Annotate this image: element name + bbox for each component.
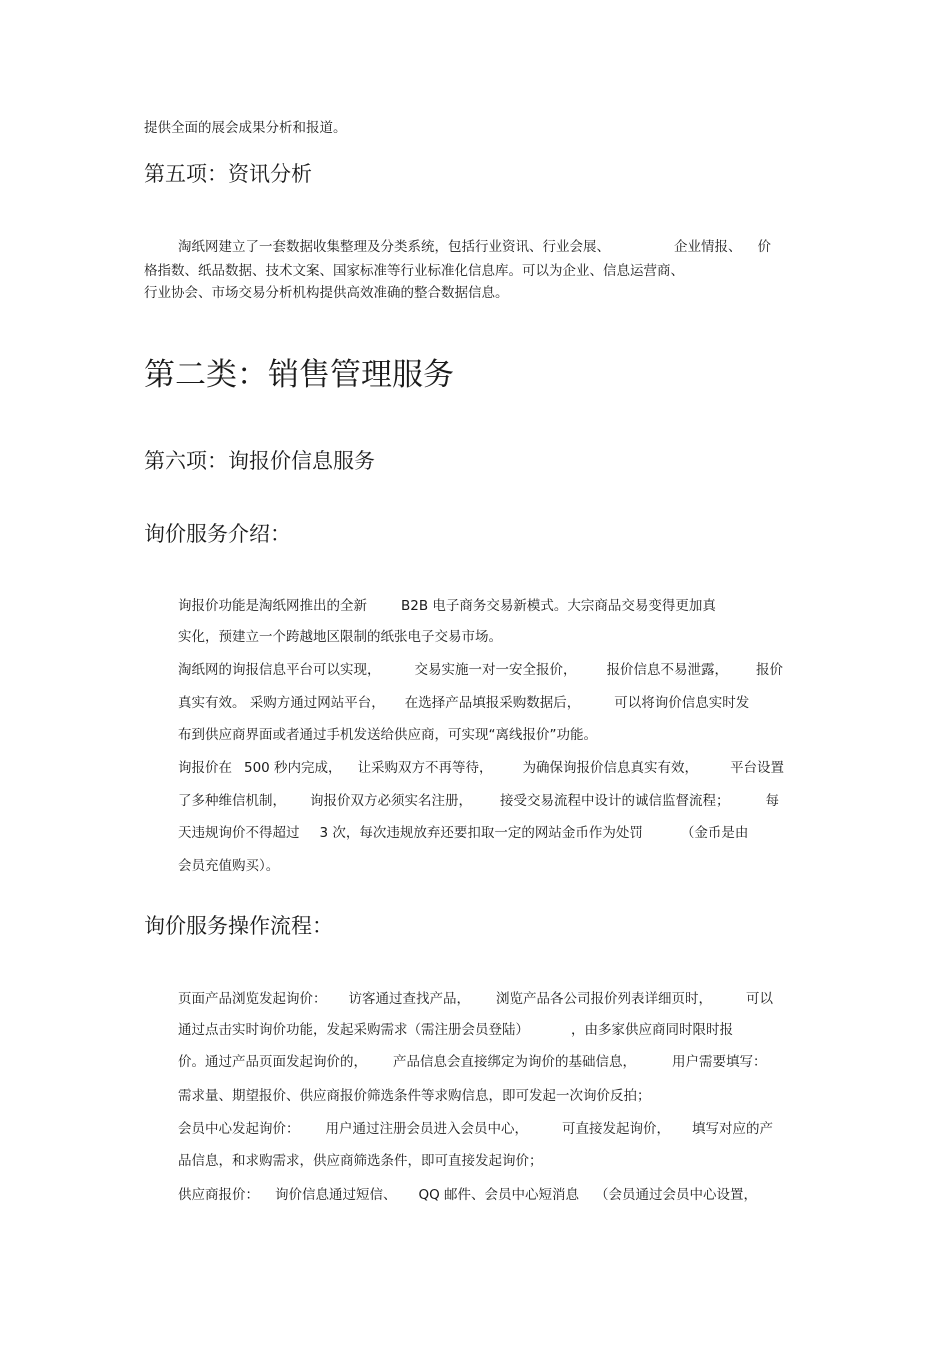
text-segment: 供应商报价：: [178, 1187, 259, 1203]
text-line: [178, 694, 749, 712]
text-line: [178, 792, 779, 810]
text-segment: 淘纸网建立了一套数据收集整理及分类系统，包括行业资讯、行业会展、: [178, 239, 610, 255]
text-segment: 价。通过产品页面发起询价的，: [178, 1054, 367, 1070]
text-segment: 询报价双方必须实名注册，: [310, 793, 472, 809]
text-segment: 真实有效。 采购方通过网站平台，: [178, 695, 385, 711]
text-line: [178, 1053, 767, 1071]
text-segment: 浏览产品各公司报价列表详细页时，: [496, 991, 712, 1007]
text-segment: 实化，预建立一个跨越地区限制的纸张电子交易市场。: [178, 629, 502, 645]
text-segment: 询报价在: [178, 760, 232, 776]
text-segment: 可以将询价信息实时发: [614, 695, 750, 711]
text-segment: 在选择产品填报采购数据后，: [404, 695, 581, 711]
text-segment: 访客通过查找产品，: [348, 991, 470, 1007]
inquiry-intro-heading: 询价服务介绍：: [144, 522, 291, 546]
text-segment: 交易实施一对一安全报价，: [414, 662, 577, 678]
text-segment: 接受交易流程中设计的诚信监督流程；: [500, 793, 730, 809]
text-line: [178, 824, 748, 842]
text-line: [178, 238, 771, 256]
text-segment: 企业情报、: [674, 239, 742, 255]
text-line: [178, 1186, 757, 1204]
text-segment: （金币是由: [680, 825, 749, 841]
text-segment: 通过点击实时询价功能，发起采购需求（需注册会员登陆）: [178, 1022, 529, 1038]
text-segment: 品信息，和求购需求，供应商筛选条件，即可直接发起询价；: [178, 1153, 543, 1169]
text-segment: 报价信息不易泄露，: [606, 662, 728, 678]
text-line: [178, 661, 783, 679]
item5-title: 第五项：资讯分析: [144, 162, 312, 186]
text-segment: 页面产品浏览发起询价：: [178, 991, 327, 1007]
text-segment: 淘纸网的询报信息平台可以实现，: [178, 662, 381, 678]
text-segment: 布到供应商界面或者通过手机发送给供应商，可实现“离线报价”功能。: [178, 727, 597, 743]
text-segment: 用户通过注册会员进入会员中心，: [325, 1121, 528, 1137]
text-segment: 填写对应的产: [692, 1121, 773, 1137]
text-segment: QQ 邮件、会员中心短消息: [418, 1187, 580, 1203]
text-segment: 每: [765, 793, 779, 809]
text-line: [178, 1120, 773, 1138]
text-line: 行业协会、市场交易分析机构提供高效准确的整合数据信息。: [144, 285, 509, 301]
text-line: [178, 597, 716, 615]
text-segment: 可以: [746, 991, 773, 1007]
text-line: [178, 990, 773, 1008]
text-line: 格指数、纸品数据、技术文案、国家标准等行业标准化信息库。可以为企业、信息运营商、: [144, 263, 684, 279]
text-segment: 了多种维信机制，: [178, 793, 286, 809]
text-segment: 询价信息通过短信、: [275, 1187, 397, 1203]
text-segment: 500 秒内完成，: [244, 760, 342, 776]
text-segment: 产品信息会直接绑定为询价的基础信息，: [393, 1054, 636, 1070]
text-segment: 会员充值购买）。: [178, 858, 280, 874]
text-line: [178, 628, 502, 646]
text-segment: 需求量、期望报价、供应商报价筛选条件等求购信息，即可发起一次询价反拍；: [178, 1088, 651, 1104]
item6-title: 第六项：询报价信息服务: [144, 449, 375, 473]
text-line: [178, 726, 597, 744]
inquiry-process-heading: 询价服务操作流程：: [144, 914, 333, 938]
text-segment: 天违规询价不得超过: [178, 825, 300, 841]
text-segment: 让采购双方不再等待，: [357, 760, 493, 776]
text-segment: （会员通过会员中心设置，: [595, 1187, 758, 1203]
intro-tail-line: 提供全面的展会成果分析和报道。: [144, 120, 347, 136]
text-segment: B2B 电子商务交易新模式。大宗商品交易变得更加真: [401, 598, 716, 614]
text-segment: 平台设置: [730, 760, 785, 776]
text-segment: 为确保询报价信息真实有效，: [522, 760, 699, 776]
text-segment: 价: [757, 239, 771, 255]
text-segment: 报价: [756, 662, 783, 678]
text-segment: 可直接发起询价，: [562, 1121, 670, 1137]
text-segment: 会员中心发起询价：: [178, 1121, 300, 1137]
text-line: [178, 857, 279, 875]
text-line: [178, 1152, 543, 1170]
text-line: [178, 759, 784, 777]
text-line: [178, 1087, 651, 1105]
text-segment: 询报价功能是淘纸网推出的全新: [178, 598, 367, 614]
text-line: [178, 1021, 733, 1039]
text-segment: ，由多家供应商同时限时报: [571, 1022, 733, 1038]
category2-title: 第二类：销售管理服务: [144, 357, 454, 393]
text-segment: 用户需要填写：: [672, 1054, 767, 1070]
text-segment: 3 次，每次违规放弃还要扣取一定的网站金币作为处罚: [319, 825, 643, 841]
